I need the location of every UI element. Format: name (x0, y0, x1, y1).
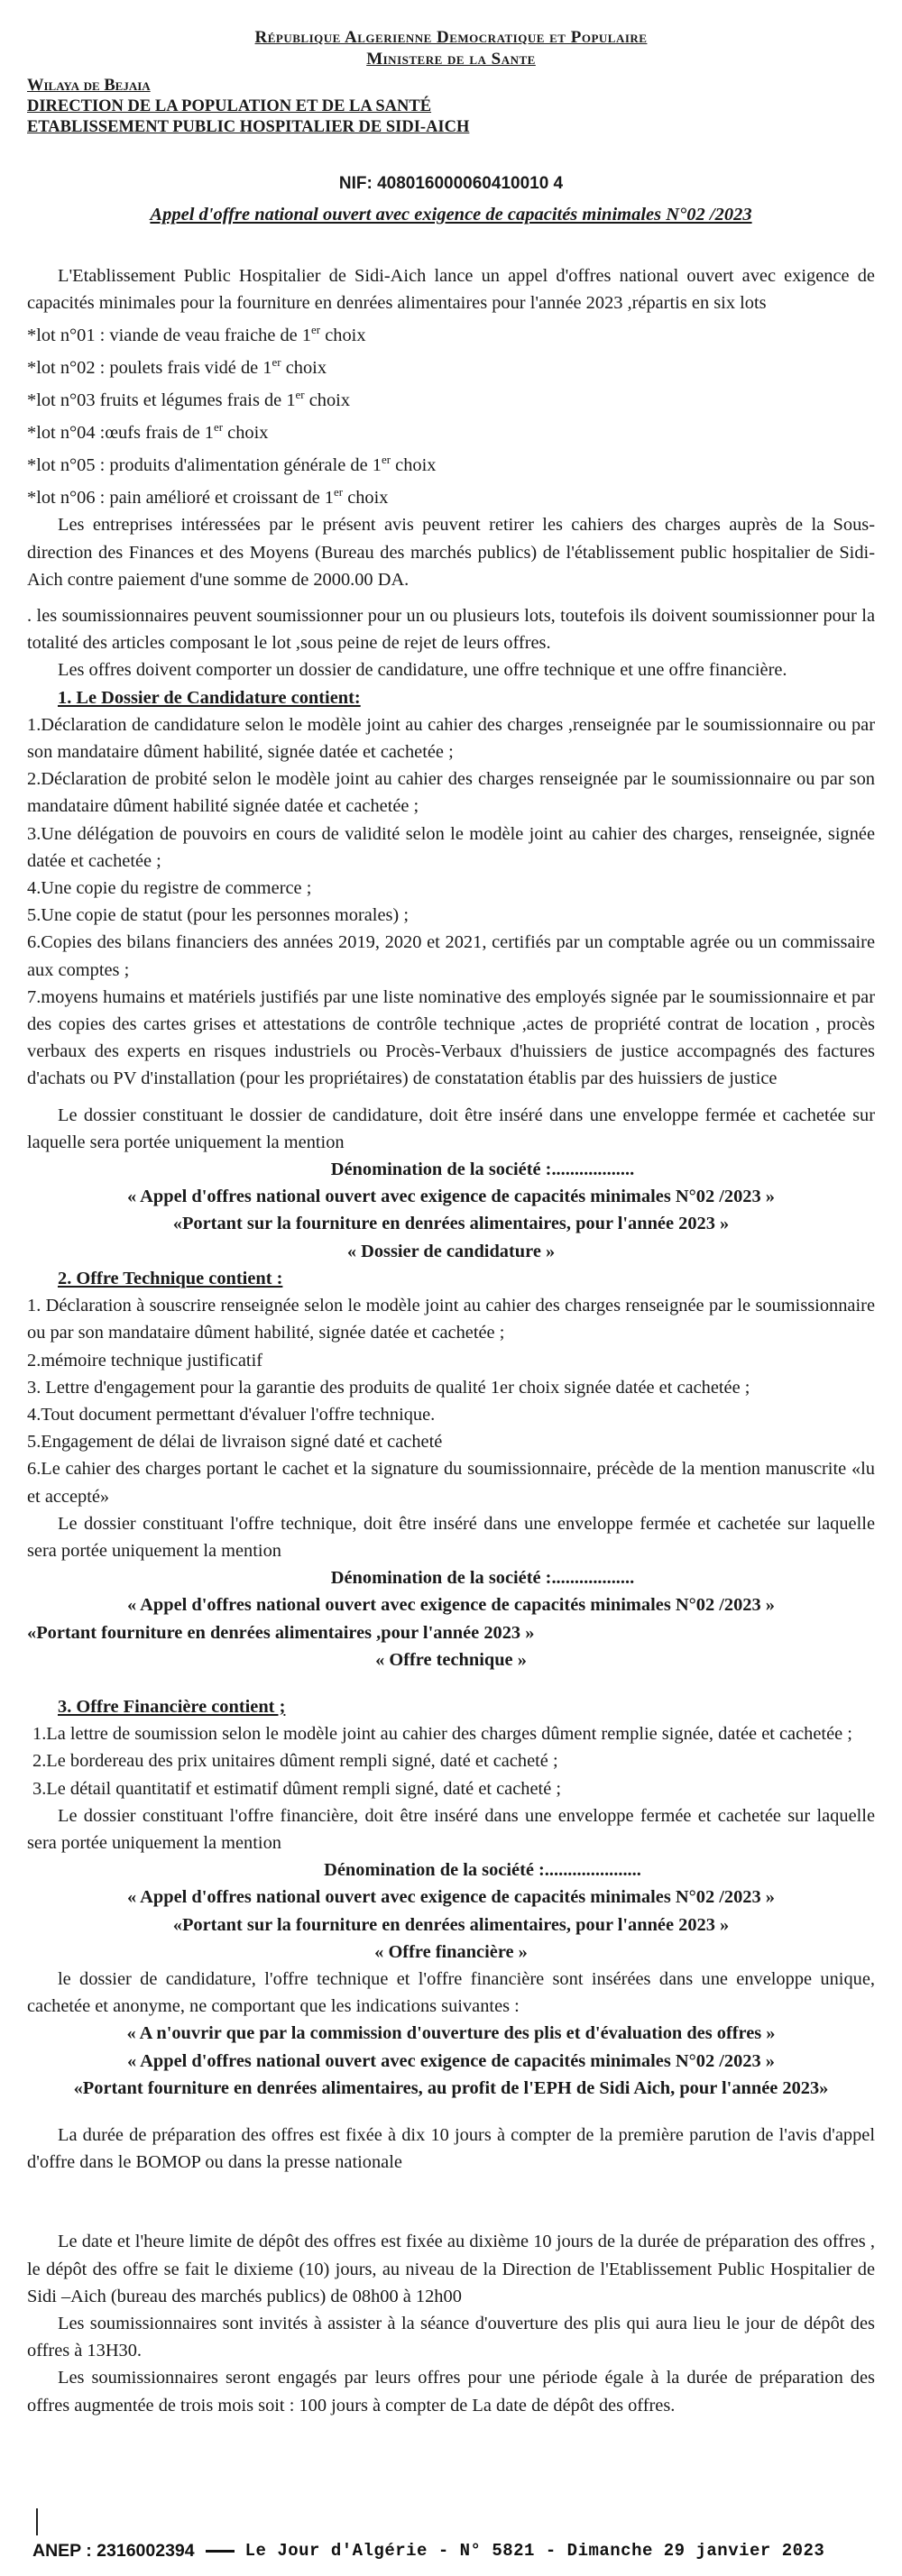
nif-number: NIF: 408016000060410010 4 (338, 174, 564, 193)
lot-text: *lot n°02 : poulets frais vidé de 1 (27, 358, 272, 379)
section-technique-items (27, 1292, 875, 1510)
candidature-mention-2: «Portant sur la fourniture en denrées alimentaires, pour l'année 2023 » (172, 1214, 730, 1234)
lot-item (27, 479, 875, 511)
header-administration (27, 76, 875, 138)
lot-ordinal: er (311, 323, 321, 337)
envelope-line-1: « A n'ouvrir que par la commission d'ouverture des plis et d'évaluation des offres » (126, 2023, 776, 2044)
lot-suffix: choix (304, 390, 351, 411)
retrait-paragraph: Les entreprises intéressées par le présent avis peuvent retirer les cahiers des charges auprès de la Sous-direction des Finances et des Moyens (Bureau des marchés publics) de l'établissement public hospitalier de Sidi-Aich contre paiement d'une somme de 2000.00 DA. (27, 515, 875, 590)
header-ministry: Ministere de la Sante (366, 50, 536, 69)
financiere-closing: Le dossier constituant l'offre financière, doit être inséré dans une enveloppe fermée et cachetée sur laquelle sera portée uniquement la mention (27, 1805, 875, 1853)
list-item: 1.La lettre de soumission selon le modèle joint au cahier des charges dûment remplie signée, datée et cachetée ; (32, 1724, 852, 1745)
anep-reference: ANEP : 2316002394 (32, 2540, 195, 2561)
financiere-denomination: Dénomination de la société :..................... (324, 1860, 641, 1881)
header-establishment: ETABLISSEMENT PUBLIC HOSPITALIER DE SIDI-AICH (27, 118, 470, 136)
section-candidature-title: 1. Le Dossier de Candidature contient: (58, 687, 361, 708)
envelope-paragraph: le dossier de candidature, l'offre technique et l'offre financière sont insérées dans une enveloppe unique, cachetée et anonyme, ne comportant que les indications suivantes : (27, 1968, 875, 2017)
financiere-mention-1: « Appel d'offres national ouvert avec exigence de capacités minimales N°02 /2023 » (127, 1887, 775, 1908)
list-item: 2.mémoire technique justificatif (27, 1350, 263, 1371)
lot-text: *lot n°05 : produits d'alimentation générale de 1 (27, 455, 382, 476)
lot-ordinal: er (272, 355, 281, 370)
header-wilaya: Wilaya de Bejaia (27, 77, 151, 95)
section-technique-title: 2. Offre Technique contient : (58, 1268, 283, 1288)
lot-item (27, 316, 875, 349)
technique-denomination: Dénomination de la société :.................. (330, 1568, 635, 1589)
invites-paragraph: Les soumissionnaires sont invités à assister à la séance d'ouverture des plis qui aura lieu le jour de dépôt des offres à 13H30. (27, 2314, 875, 2361)
lot-ordinal: er (333, 485, 344, 500)
list-item: 2.Le bordereau des prix unitaires dûment rempli signé, daté et cacheté ; (32, 1751, 558, 1772)
candidature-denomination: Dénomination de la société :.................. (330, 1160, 635, 1180)
technique-mention-2: «Portant fourniture en denrées alimentaires ,pour l'année 2023 » (27, 1622, 535, 1643)
lot-ordinal: er (381, 453, 391, 467)
lot-suffix: choix (281, 358, 327, 379)
candidature-closing: Le dossier constituant le dossier de candidature, doit être inséré dans une enveloppe fermée et cachetée sur laquelle sera portée uniquement la mention (27, 1105, 875, 1152)
date-limite-paragraph: Le date et l'heure limite de dépôt des offres est fixée au dixième 10 jours de la durée de préparation des offres , le dépôt des offre se fait le dixieme (10) jours, au niveau de la Direction de l'Etablissement Public Hospitalier de Sidi –Aich (bureau des marchés publics) de 08h00 à 12h00 (27, 2232, 875, 2306)
list-item: 2.Déclaration de probité selon le modèle joint au cahier des charges renseignée par le soumissionnaire ou par son mandataire dûment habilité signée datée et cachetée ; (27, 769, 875, 817)
list-item: 4.Tout document permettant d'évaluer l'offre technique. (27, 1404, 436, 1425)
notice-title: Appel d'offre national ouvert avec exigence de capacités minimales N°02 /2023 (150, 205, 752, 225)
lots-list (27, 316, 875, 511)
section-financiere-title: 3. Offre Financière contient ; (58, 1696, 286, 1717)
financiere-mention-2: «Portant sur la fourniture en denrées alimentaires, pour l'année 2023 » (172, 1914, 730, 1935)
list-item: 5.Engagement de délai de livraison signé daté et cacheté (27, 1432, 443, 1453)
engages-paragraph: Les soumissionnaires seront engagés par leurs offres pour une période égale à la durée de préparation des offres augmentée de trois mois soit : 100 jours à compter de La date de dépôt des offres. (27, 2368, 875, 2416)
list-item: 4.Une copie du registre de commerce ; (27, 878, 312, 899)
list-item: 7.moyens humains et matériels justifiés par une liste nominative des employés signée par le soumissionnaire et par des copies des cartes grises et attestations de contrôle technique ,actes de propriété contrat de location , procès verbaux des experts en risques industriels ou Procès-Verbaux d'huissiers de justice accompagnés des factures d'achats ou PV d'installation (pour les propriétaires) de constatation établis par des huissiers de justice (27, 986, 875, 1089)
lot-item (27, 414, 875, 446)
footer-separator (206, 2550, 235, 2553)
section-financiere-items (27, 1720, 875, 1802)
header-republic: République Algerienne Democratique et Populaire (254, 28, 648, 47)
financiere-mention-3: « Offre financière » (374, 1941, 528, 1962)
margin-rule (36, 2508, 38, 2535)
lot-text: *lot n°04 :œufs frais de 1 (27, 423, 214, 444)
lot-suffix: choix (343, 488, 389, 509)
lot-text: *lot n°06 : pain amélioré et croissant de 1 (27, 488, 334, 509)
lot-item (27, 381, 875, 414)
section-candidature-items (27, 711, 875, 1093)
list-item: 6.Le cahier des charges portant le cachet et la signature du soumissionnaire, précède de la mention manuscrite «lu et accepté» (27, 1459, 875, 1507)
list-item: 1.Déclaration de candidature selon le modèle joint au cahier des charges ,renseignée par le soumissionnaire ou par son mandataire dûment habilité, signée datée et cachetée ; (27, 714, 875, 763)
list-item: 5.Une copie de statut (pour les personnes morales) ; (27, 905, 409, 926)
lot-ordinal: er (295, 388, 305, 402)
lot-suffix: choix (223, 423, 269, 444)
header-direction: DIRECTION DE LA POPULATION ET DE LA SANTÉ (27, 97, 432, 115)
lot-suffix: choix (320, 325, 366, 346)
list-item: 1. Déclaration à souscrire renseignée selon le modèle joint au cahier des charges renseignée par le soumissionnaire ou par son mandataire dûment habilité, signée datée et cachetée ; (27, 1296, 875, 1343)
publication-footer (0, 2535, 902, 2566)
duree-paragraph: La durée de préparation des offres est fixée à dix 10 jours à compter de la première parution de l'avis d'appel d'offre dans le BOMOP ou dans la presse nationale (27, 2124, 875, 2173)
technique-closing: Le dossier constituant l'offre technique, doit être inséré dans une enveloppe fermée et cachetée sur laquelle sera portée uniquement la mention (27, 1513, 875, 1561)
candidature-mention-3: « Dossier de candidature » (346, 1241, 556, 1261)
soumission-paragraph: . les soumissionnaires peuvent soumissionner pour un ou plusieurs lots, toutefois ils doivent soumissionner pour la totalité des articles composant le lot ,sous peine de rejet de leurs offres. (27, 606, 875, 654)
envelope-line-2: « Appel d'offres national ouvert avec exigence de capacités minimales N°02 /2023 » (127, 2050, 775, 2071)
lot-text: *lot n°03 fruits et légumes frais de 1 (27, 390, 296, 411)
list-item: 3.Le détail quantitatif et estimatif dûment rempli signé, daté et cacheté ; (32, 1778, 562, 1799)
list-item: 3.Une délégation de pouvoirs en cours de validité selon le modèle joint au cahier des charges, renseignée, signée datée et cachetée ; (27, 823, 875, 871)
technique-mention-1: « Appel d'offres national ouvert avec exigence de capacités minimales N°02 /2023 » (127, 1595, 775, 1616)
lot-item (27, 349, 875, 381)
list-item: 6.Copies des bilans financiers des années 2019, 2020 et 2021, certifiés par un comptable agrée ou un commissaire aux comptes ; (27, 932, 875, 980)
lot-text: *lot n°01 : viande de veau fraiche de 1 (27, 325, 312, 346)
envelope-line-3: «Portant fourniture en denrées alimentaires, au profit de l'EPH de Sidi Aich, pour l'année 2023» (73, 2077, 829, 2098)
candidature-mention-1: « Appel d'offres national ouvert avec exigence de capacités minimales N°02 /2023 » (127, 1187, 775, 1207)
technique-mention-3: « Offre technique » (375, 1649, 527, 1670)
newspaper-reference: Le Jour d'Algérie - N° 5821 - Dimanche 29 janvier 2023 (244, 2540, 825, 2561)
lot-ordinal: er (213, 420, 224, 435)
list-item: 3. Lettre d'engagement pour la garantie des produits de qualité 1er choix signée datée et cachetée ; (27, 1377, 750, 1398)
intro-paragraph: L'Etablissement Public Hospitalier de Sidi-Aich lance un appel d'offres national ouvert avec exigence de capacités minimales pour la fourniture en denrées alimentaires pour l'année 2023 ,répartis en six lots (27, 266, 875, 314)
lot-suffix: choix (391, 455, 437, 476)
offres-paragraph: Les offres doivent comporter un dossier de candidature, une offre technique et une offre financière. (58, 660, 787, 681)
lot-item (27, 446, 875, 479)
